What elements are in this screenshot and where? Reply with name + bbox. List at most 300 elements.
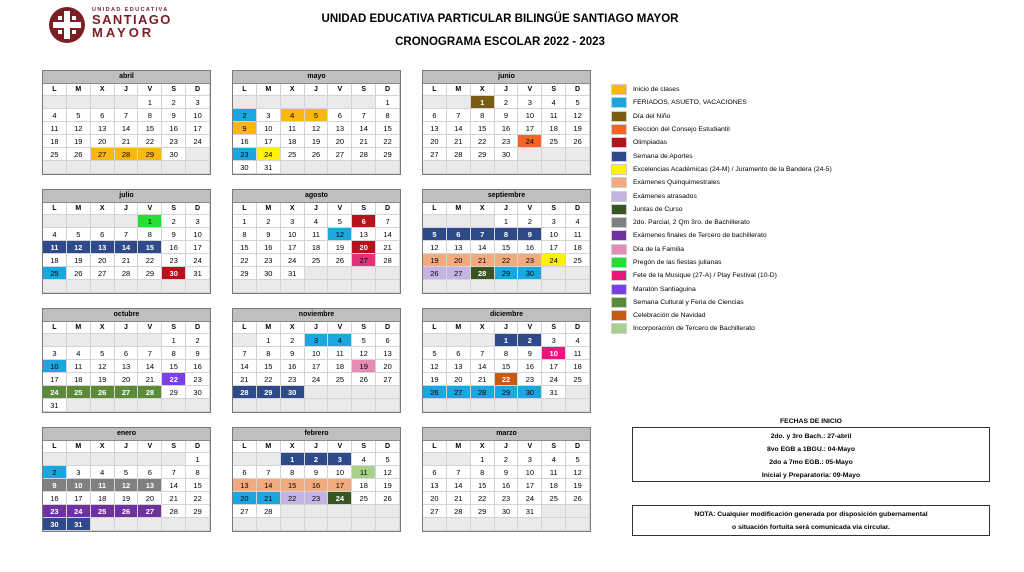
legend-label: Día del Niño [633,112,671,120]
day-cell: 16 [495,122,519,135]
weekday-header: J [305,84,329,96]
day-cell: 25 [542,135,566,148]
day-cell: 2 [518,215,542,228]
week-row [233,254,400,267]
day-cell: 22 [233,254,257,267]
day-cell: 14 [471,360,495,373]
day-cell [352,96,376,109]
day-cell: 23 [495,135,519,148]
day-cell: 7 [447,109,471,122]
day-cell [162,280,186,293]
day-cell: 26 [423,267,447,280]
day-cell: 3 [67,466,91,479]
week-row [423,373,590,386]
day-cell [423,280,447,293]
week-row [423,267,590,280]
day-cell: 12 [328,228,352,241]
day-cell: 28 [447,505,471,518]
week-row [43,386,210,399]
day-cell: 13 [233,479,257,492]
week-row [43,96,210,109]
weekday-header: S [352,322,376,334]
day-cell [566,280,590,293]
day-cell: 1 [257,334,281,347]
legend-item [611,256,871,269]
day-cell: 30 [43,518,67,531]
day-cell: 12 [91,360,115,373]
start-date-line: 2do. y 3ro Bach.: 27-abril [770,433,852,440]
day-cell: 15 [186,479,210,492]
legend-swatch [611,284,627,295]
day-cell [471,334,495,347]
day-cell: 5 [115,466,139,479]
day-cell: 30 [233,161,257,174]
legend-label: Juntas de Curso [633,205,683,213]
day-cell [67,96,91,109]
day-cell: 27 [352,254,376,267]
legend-label: 2do. Parcial, 2 Qm 3ro. de Bachillerato [633,219,750,227]
month-title: octubre [43,309,210,322]
legend-swatch [611,124,627,135]
week-row [43,505,210,518]
day-cell: 23 [43,505,67,518]
day-cell [305,518,329,531]
day-cell [115,334,139,347]
weekday-header: L [233,322,257,334]
day-cell: 23 [162,254,186,267]
weekday-header: J [495,441,519,453]
day-cell [115,518,139,531]
day-cell: 11 [566,228,590,241]
day-cell: 3 [518,96,542,109]
legend-item [611,136,871,149]
week-row [43,492,210,505]
day-cell: 17 [542,241,566,254]
day-cell: 30 [518,267,542,280]
weekday-header: S [162,84,186,96]
legend-swatch [611,323,627,334]
day-cell [91,161,115,174]
day-cell [542,161,566,174]
weekday-header: X [91,441,115,453]
day-cell: 28 [376,254,400,267]
month-title: diciembre [423,309,590,322]
day-cell: 4 [352,453,376,466]
day-cell: 19 [91,373,115,386]
day-cell: 1 [186,453,210,466]
day-cell [352,399,376,412]
weekday-header: J [115,441,139,453]
day-cell [423,399,447,412]
day-cell [423,215,447,228]
day-cell [447,215,471,228]
weekday-header: V [138,203,162,215]
day-cell: 15 [281,479,305,492]
day-cell: 23 [305,492,329,505]
legend-swatch [611,257,627,268]
day-cell: 23 [281,373,305,386]
day-cell: 9 [495,109,519,122]
legend-label: Día de la Familia [633,245,684,253]
legend-item [611,322,871,335]
legend-label: Semana Cultural y Feria de Ciencias [633,298,744,306]
day-cell [305,161,329,174]
day-cell [281,399,305,412]
day-cell [115,399,139,412]
day-cell [233,453,257,466]
day-cell: 15 [257,360,281,373]
day-cell: 7 [162,466,186,479]
month-title: febrero [233,428,400,441]
day-cell: 8 [233,228,257,241]
week-row [233,135,400,148]
day-cell: 24 [518,492,542,505]
week-row [43,334,210,347]
day-cell: 24 [305,373,329,386]
day-cell: 4 [542,453,566,466]
day-cell: 26 [376,492,400,505]
day-cell: 20 [115,373,139,386]
weekday-header: M [67,441,91,453]
day-cell: 8 [257,347,281,360]
day-cell: 7 [233,347,257,360]
week-row [233,386,400,399]
day-cell: 4 [91,466,115,479]
week-row [423,360,590,373]
day-cell: 21 [138,373,162,386]
day-cell: 5 [67,109,91,122]
start-dates-box [632,416,990,484]
week-row [423,280,590,293]
day-cell: 22 [186,492,210,505]
day-cell [376,505,400,518]
weekday-header: J [115,322,139,334]
day-cell: 11 [328,347,352,360]
legend-item [611,176,871,189]
day-cell [91,280,115,293]
week-row [43,122,210,135]
day-cell [447,453,471,466]
weekday-header: V [518,441,542,453]
day-cell: 5 [91,347,115,360]
month-calendar-diciembre [422,308,591,413]
day-cell: 9 [162,109,186,122]
note-line2: o situación fortuita será comunicada vía circular. [732,524,890,531]
day-cell: 20 [138,492,162,505]
day-cell [91,215,115,228]
day-cell: 22 [138,135,162,148]
legend-label: Pregón de las fiestas julianas [633,259,722,266]
day-cell: 16 [233,135,257,148]
day-cell: 19 [423,373,447,386]
day-cell [447,334,471,347]
legend-item [611,243,871,256]
week-row [423,334,590,347]
week-row [233,148,400,161]
weekday-header: D [186,441,210,453]
week-row [423,492,590,505]
day-cell: 9 [281,347,305,360]
legend-swatch [611,137,627,148]
day-cell: 2 [518,334,542,347]
day-cell: 19 [566,479,590,492]
day-cell: 11 [352,466,376,479]
day-cell: 31 [186,267,210,280]
weekday-header: V [138,84,162,96]
day-cell: 10 [43,360,67,373]
weekday-header: V [138,441,162,453]
day-cell: 16 [495,479,519,492]
weekday-header: S [352,84,376,96]
weekday-header: S [542,203,566,215]
day-cell: 31 [518,505,542,518]
day-cell: 21 [376,241,400,254]
day-cell: 3 [186,96,210,109]
weekday-header: D [376,84,400,96]
legend-item [611,309,871,322]
day-cell [352,518,376,531]
day-cell: 30 [186,386,210,399]
day-cell: 6 [328,109,352,122]
day-cell: 25 [542,492,566,505]
day-cell: 2 [305,453,329,466]
weekday-header: J [305,322,329,334]
day-cell: 23 [186,373,210,386]
start-date-line: 8vo EGB a 1BGU.: 04-Mayo [766,446,855,453]
day-cell [162,518,186,531]
month-title: enero [43,428,210,441]
day-cell [328,399,352,412]
day-cell: 9 [305,466,329,479]
day-cell [352,280,376,293]
day-cell: 1 [471,453,495,466]
day-cell: 6 [138,466,162,479]
day-cell: 29 [495,267,519,280]
weekday-header: S [542,322,566,334]
legend-label: Semana de Aportes [633,152,693,160]
day-cell: 17 [305,360,329,373]
day-cell: 14 [352,122,376,135]
week-row [43,347,210,360]
day-cell: 24 [43,386,67,399]
day-cell: 21 [471,254,495,267]
day-cell: 17 [518,479,542,492]
day-cell: 13 [447,241,471,254]
day-cell: 16 [186,360,210,373]
weekday-header: D [186,84,210,96]
day-cell [233,399,257,412]
day-cell: 9 [162,228,186,241]
day-cell: 3 [542,215,566,228]
day-cell: 12 [305,122,329,135]
day-cell [43,280,67,293]
day-cell [186,148,210,161]
day-cell: 23 [257,254,281,267]
day-cell: 25 [281,148,305,161]
day-cell [115,96,139,109]
day-cell: 6 [376,334,400,347]
day-cell: 1 [138,96,162,109]
day-cell: 25 [352,492,376,505]
day-cell [495,280,519,293]
day-cell [91,334,115,347]
weekday-header: L [233,84,257,96]
day-cell: 6 [115,347,139,360]
day-cell: 21 [352,135,376,148]
day-cell: 17 [186,241,210,254]
day-cell: 10 [281,228,305,241]
weekday-header: V [328,203,352,215]
day-cell [495,161,519,174]
day-cell: 27 [91,148,115,161]
day-cell: 19 [67,254,91,267]
day-cell: 23 [162,135,186,148]
day-cell: 13 [115,360,139,373]
day-cell: 14 [471,241,495,254]
day-cell: 28 [162,505,186,518]
day-cell [352,386,376,399]
day-cell: 31 [67,518,91,531]
start-date-line: Inicial y Preparatoria: 09-Mayo [761,472,861,479]
day-cell [566,386,590,399]
weekday-header: X [91,84,115,96]
day-cell: 4 [67,347,91,360]
day-cell: 26 [67,148,91,161]
day-cell [423,334,447,347]
day-cell: 18 [305,241,329,254]
week-row [43,135,210,148]
day-cell: 10 [186,109,210,122]
day-cell: 5 [305,109,329,122]
day-cell: 19 [376,479,400,492]
day-cell: 31 [43,399,67,412]
week-row [423,96,590,109]
day-cell [138,280,162,293]
day-cell: 20 [376,360,400,373]
day-cell: 25 [328,373,352,386]
day-cell: 3 [305,334,329,347]
day-cell: 19 [67,135,91,148]
legend-swatch [611,164,627,175]
day-cell: 18 [566,360,590,373]
weekday-header: M [447,441,471,453]
day-cell: 17 [257,135,281,148]
legend-item [611,96,871,109]
day-cell: 8 [281,466,305,479]
day-cell: 12 [423,241,447,254]
day-cell [423,96,447,109]
week-row [233,241,400,254]
week-row [423,505,590,518]
legend-swatch [611,270,627,281]
weekday-header: X [281,203,305,215]
legend-label: Inicio de clases [633,86,680,94]
day-cell: 9 [495,466,519,479]
day-cell: 6 [447,228,471,241]
day-cell: 2 [233,109,257,122]
day-cell: 17 [43,373,67,386]
logo-line2: SANTIAGO [92,12,172,27]
day-cell: 5 [328,215,352,228]
month-title: septiembre [423,190,590,203]
day-cell: 25 [305,254,329,267]
weekday-header: J [305,441,329,453]
legend-label: FERIADOS, ASUETO, VACACIONES [633,99,747,107]
day-cell [542,399,566,412]
legend-item [611,282,871,295]
day-cell: 15 [162,360,186,373]
page-subtitle: CRONOGRAMA ESCOLAR 2022 - 2023 [395,36,605,48]
day-cell: 27 [233,505,257,518]
day-cell: 26 [67,267,91,280]
day-cell: 24 [67,505,91,518]
day-cell: 8 [376,109,400,122]
day-cell: 22 [162,373,186,386]
day-cell [328,267,352,280]
weekday-header: V [138,322,162,334]
weekday-header: D [376,322,400,334]
day-cell [281,518,305,531]
week-row [233,505,400,518]
day-cell: 23 [518,254,542,267]
week-row [43,161,210,174]
day-cell: 27 [447,386,471,399]
month-calendar-junio [422,70,591,175]
weekday-header: L [43,441,67,453]
day-cell [518,399,542,412]
day-cell: 13 [328,122,352,135]
day-cell [495,399,519,412]
weekday-header: M [447,322,471,334]
day-cell: 12 [376,466,400,479]
day-cell: 25 [67,386,91,399]
day-cell [305,505,329,518]
day-cell: 12 [352,347,376,360]
day-cell: 13 [376,347,400,360]
note-line1: NOTA: Cualquier modificación generada por disposición gubernamental [694,511,928,518]
day-cell: 16 [162,241,186,254]
day-cell [233,518,257,531]
weekday-header: X [281,441,305,453]
day-cell: 28 [115,267,139,280]
day-cell: 11 [305,228,329,241]
day-cell: 4 [43,228,67,241]
day-cell: 10 [257,122,281,135]
day-cell [518,161,542,174]
day-cell [91,96,115,109]
day-cell: 16 [162,122,186,135]
legend-swatch [611,111,627,122]
day-cell: 30 [257,267,281,280]
day-cell [305,280,329,293]
day-cell: 17 [328,479,352,492]
day-cell [257,453,281,466]
day-cell [376,161,400,174]
day-cell [67,280,91,293]
day-cell [542,505,566,518]
day-cell [305,267,329,280]
day-cell: 4 [43,109,67,122]
legend-label: Incorporación de Tercero de Bachillerato [633,325,755,333]
day-cell [233,334,257,347]
day-cell [138,399,162,412]
day-cell: 10 [542,228,566,241]
day-cell: 20 [91,135,115,148]
cross-shield-icon [48,6,86,44]
day-cell: 3 [542,334,566,347]
month-calendar-mayo [232,70,401,175]
day-cell: 7 [115,109,139,122]
